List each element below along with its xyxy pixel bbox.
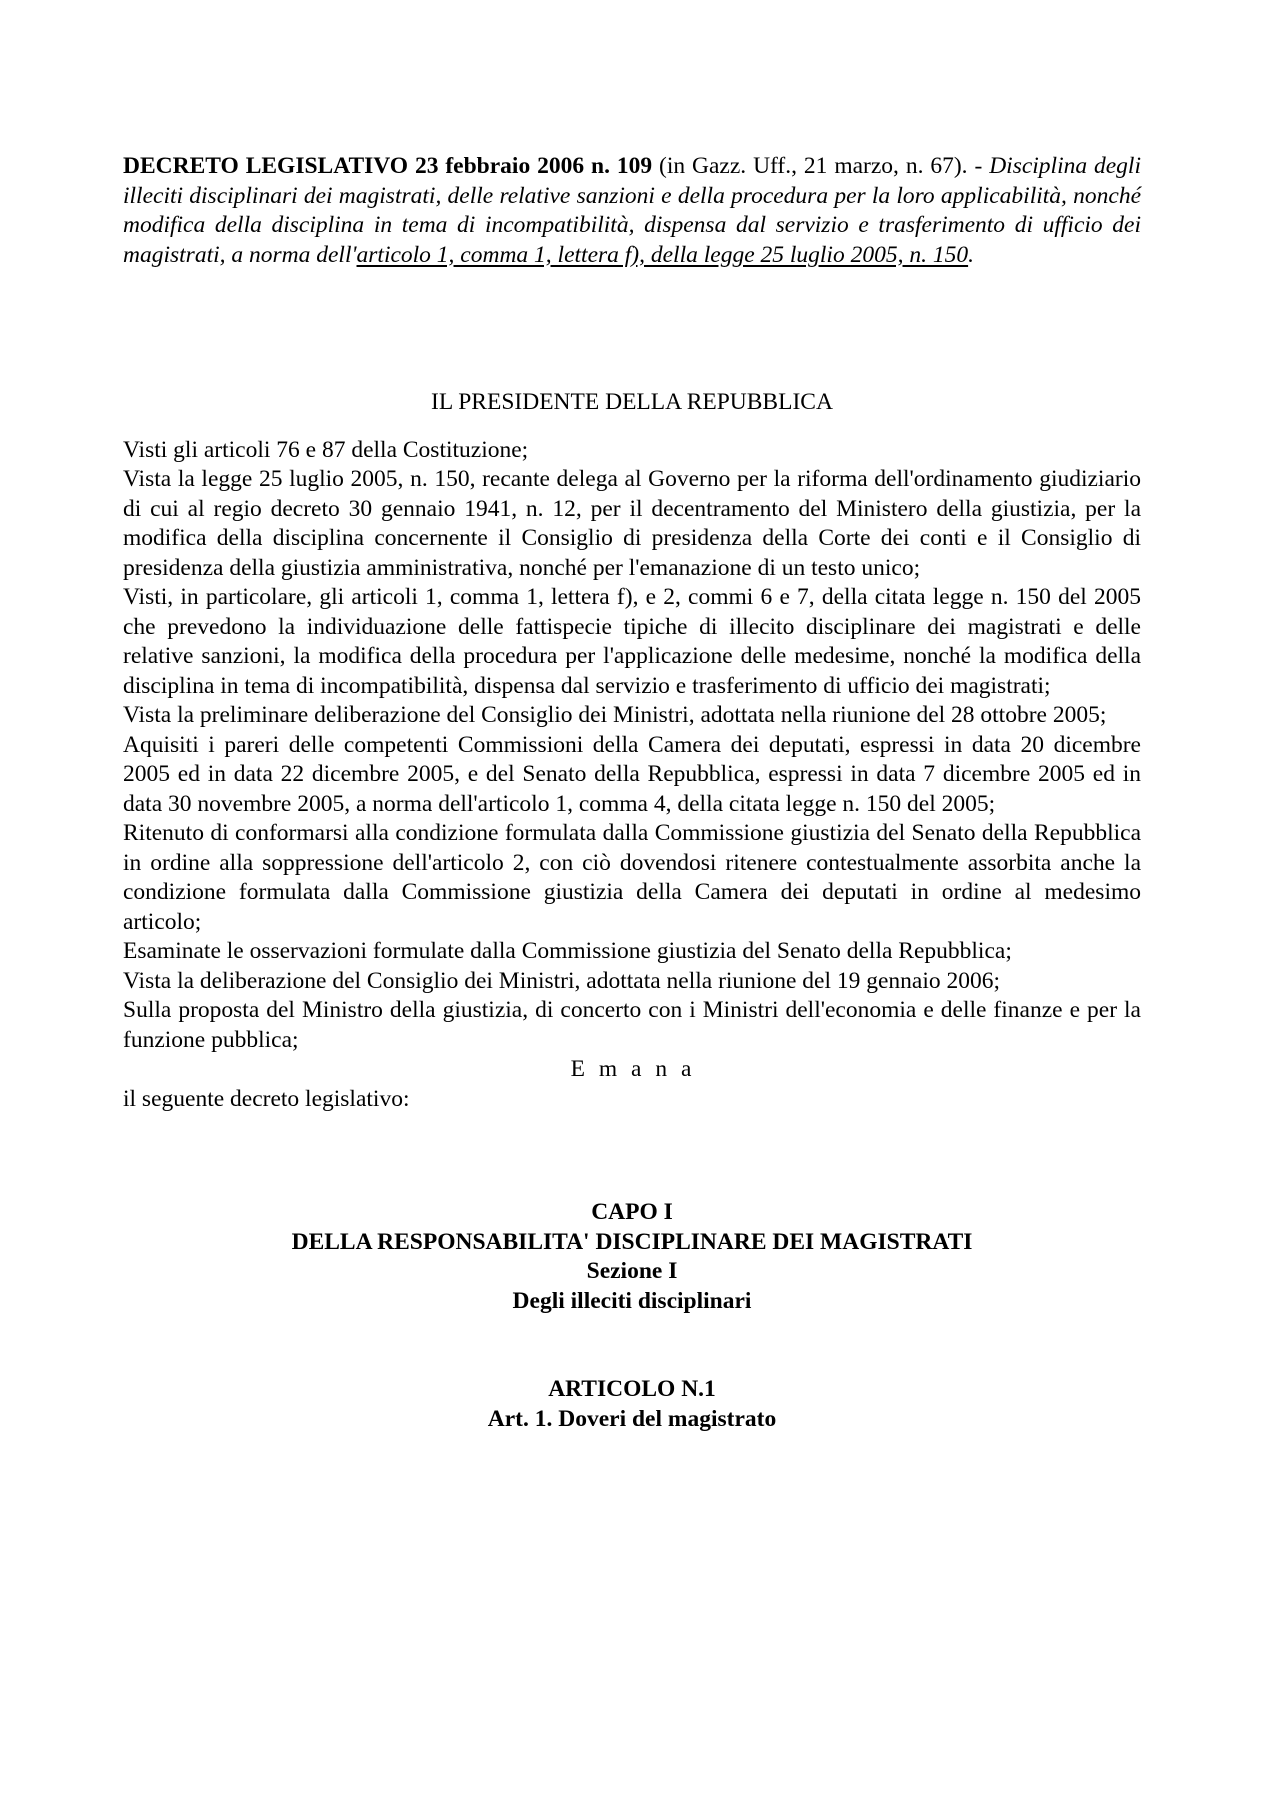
article-title: Art. 1. Doveri del magistrato xyxy=(487,1405,777,1432)
president-heading: IL PRESIDENTE DELLA REPUBBLICA xyxy=(431,389,833,415)
section-title: Sezione I xyxy=(586,1258,678,1284)
premise-item: Vista la preliminare deliberazione del Consiglio dei Ministri, adottata nella riunione del 28 ottobre 2005; xyxy=(123,702,1107,728)
premise-item: Visti gli articoli 76 e 87 della Costituzione; xyxy=(123,436,529,463)
chapter-title: CAPO I xyxy=(591,1199,673,1225)
premises-list xyxy=(123,436,1141,1056)
law-reference-link[interactable]: articolo 1, comma 1, lettera f), della legge 25 luglio 2005, n. 150 xyxy=(356,241,969,268)
emana-line: E m a n a xyxy=(570,1056,696,1082)
following-text: il seguente decreto legislativo: xyxy=(123,1085,410,1112)
premise-item: Ritenuto di conformarsi alla condizione formulata dalla Commissione giustizia del Senato della Repubblica in ordine alla soppressione dell'articolo 2, con ciò dovendosi ritenere contestualmente assorbita anche la condizione formulata dalla Commissione giustizia della Camera dei deputati in ordine al medesimo articolo; xyxy=(123,820,1141,935)
decree-label: DECRETO LEGISLATIVO 23 febbraio 2006 n. 109 xyxy=(123,153,653,179)
premise-item: Esaminate le osservazioni formulate dalla Commissione giustizia del Senato della Repubblica; xyxy=(123,938,1012,964)
premise-item: Vista la deliberazione del Consiglio dei Ministri, adottata nella riunione del 19 gennaio 2006; xyxy=(123,967,1001,994)
article-number: ARTICOLO N.1 xyxy=(548,1376,716,1402)
decree-subject-end: . xyxy=(968,241,974,268)
gazette-reference: (in Gazz. Uff., 21 marzo, n. 67). - xyxy=(652,153,990,179)
decree-subject-text: Disciplina degli illeciti disciplinari dei magistrati, delle relative sanzioni e della procedura per la loro applicabilità, nonché modifica della disciplina in tema di incompatibilità, dispensa dal servizio e trasferimento di ufficio dei magistrati, a norma dell' xyxy=(123,153,1141,268)
premise-item: Vista la legge 25 luglio 2005, n. 150, recante delega al Governo per la riforma dell'ordinamento giudiziario di cui al regio decreto 30 gennaio 1941, n. 12, per il decentramento del Ministero della giustizia, per la modifica della disciplina concernente il Consiglio di presidenza della Corte dei conti e il Consiglio di presidenza della giustizia amministrativa, nonché per l'emanazione di un testo unico; xyxy=(123,466,1141,581)
section-subtitle: Degli illeciti disciplinari xyxy=(512,1287,752,1314)
document-body xyxy=(123,152,1141,1434)
article-heading xyxy=(123,1375,1141,1434)
premise-item: Visti, in particolare, gli articoli 1, comma 1, lettera f), e 2, commi 6 e 7, della citata legge n. 150 del 2005 che prevedono la individuazione delle fattispecie tipiche di illecito disciplinare dei magistrati e delle relative sanzioni, la modifica della procedura per l'applicazione delle medesime, nonché la modifica della disciplina in tema di incompatibilità, dispensa dal servizio e trasferimento di ufficio dei magistrati; xyxy=(123,584,1141,699)
premise-item: Sulla proposta del Ministro della giustizia, di concerto con i Ministri dell'economia e delle finanze e per la funzione pubblica; xyxy=(123,997,1141,1053)
premise-item: Aquisiti i pareri delle competenti Commissioni della Camera dei deputati, espressi in data 20 dicembre 2005 ed in data 22 dicembre 2005, e del Senato della Repubblica, espressi in data 7 dicembre 2005 ed in data 30 novembre 2005, a norma dell'articolo 1, comma 4, della citata legge n. 150 del 2005; xyxy=(123,731,1141,817)
decree-title-block xyxy=(123,152,1141,270)
chapter-heading xyxy=(123,1198,1141,1316)
chapter-subtitle: DELLA RESPONSABILITA' DISCIPLINARE DEI MAGISTRATI xyxy=(291,1228,973,1255)
